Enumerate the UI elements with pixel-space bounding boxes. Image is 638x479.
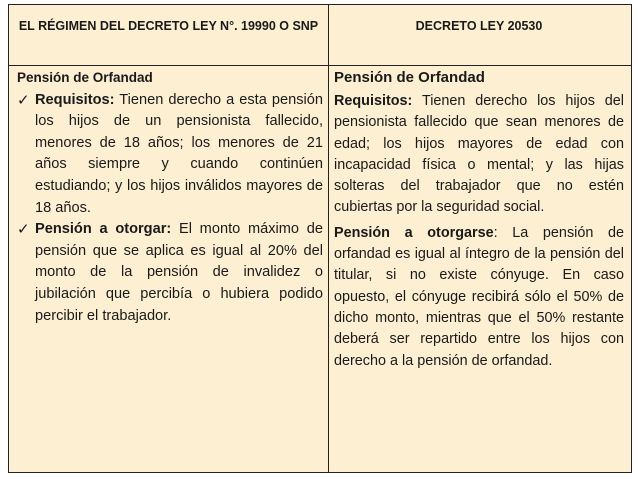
right-requisitos-text [334, 91, 624, 219]
header-row [9, 5, 631, 66]
checkmark-icon: ✓ [17, 221, 30, 239]
left-pension-body: El monto máximo de pensión que se aplica es igual al 20% del monto de la pensión de invalidez o jubilación que percibía o hubiera podido percibir el trabajador. [35, 221, 323, 324]
right-pension-body: : La pensión de orfandad es igual al íntegro de la pensión del titular, si no existe cónyuge. En caso opuesto, el cónyuge recibirá sólo el 50% de dicho monto, mientras que el 50% restante deberá ser repartido entre los hijos con derecho a la pensión de orfandad. [334, 224, 624, 369]
right-pension-text [334, 223, 624, 372]
right-requisitos-label: Requisitos: [334, 93, 413, 109]
right-pension-label: Pensión a otorgarse [334, 224, 494, 241]
left-pension-text [35, 219, 323, 327]
right-column [334, 67, 624, 372]
left-requisitos-label: Requisitos: [35, 91, 115, 108]
header-right: DECRETO LEY 20530 [415, 19, 543, 33]
column-divider [328, 5, 329, 472]
comparison-table [8, 4, 632, 473]
right-requisitos-body: Tienen derecho los hijos del pensionista fallecido que sean menores de edad; los hijos mayores de edad con incapacidad física o mental; y las hijas solteras del trabajador que no estén cubiertas por la seguridad social. [334, 93, 624, 216]
left-requisitos-body: Tienen derecho a esta pensión los hijos de un pensionista fallecido, menores de 18 años; los menores de 21 años siempre y cuando continúen estudiando; y los hijos inválidos mayores de 18 años. [35, 91, 324, 216]
left-requisitos-text [35, 90, 323, 220]
left-title: Pensión de Orfandad [17, 70, 153, 85]
left-column [17, 67, 323, 327]
checkmark-icon: ✓ [17, 91, 30, 109]
right-title: Pensión de Orfandad [334, 69, 485, 86]
left-pension-label: Pensión a otorgar: [35, 221, 172, 238]
left-pension-item [17, 219, 323, 327]
header-left: EL RÉGIMEN DEL DECRETO LEY N°. 19990 O SNP [18, 19, 319, 33]
left-requisitos-item [17, 90, 323, 220]
